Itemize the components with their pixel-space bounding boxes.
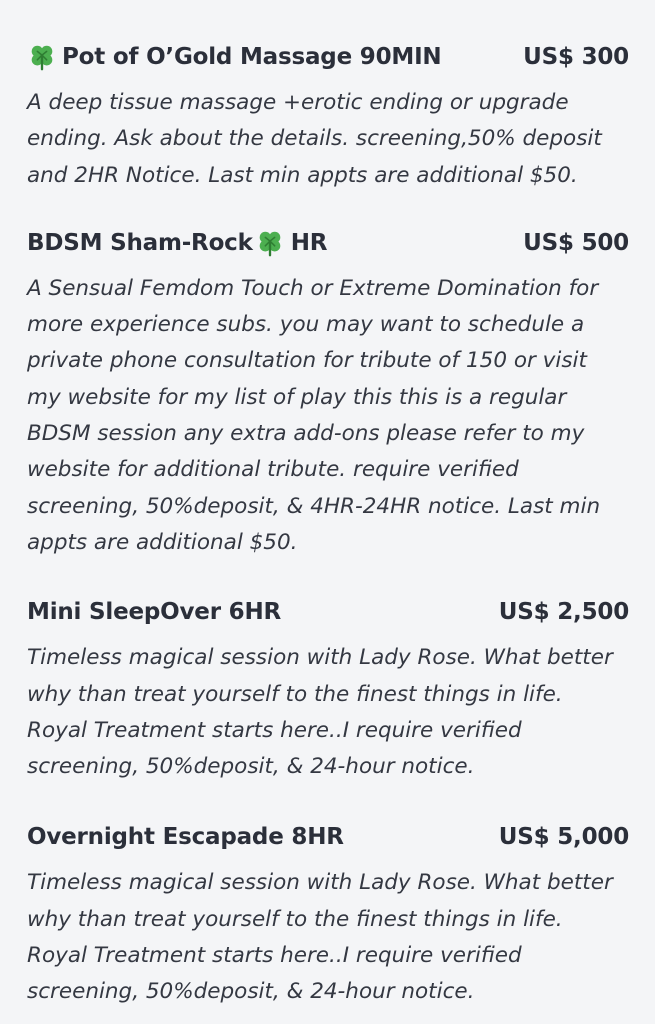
service-title: Overnight Escapade 8HR [27, 824, 344, 851]
service-list [27, 38, 629, 1011]
service-header [27, 224, 629, 262]
service-price: US$ 5,000 [498, 824, 629, 851]
service-description: Timeless magical session with Lady Rose. What better why than treat yourself to the finest things in life. Royal Treatment starts here..I require verified screening, 50%deposit, & 24-hour notice. [27, 645, 613, 780]
service-description: A Sensual Femdom Touch or Extreme Domination for more experience subs. you may want to schedule a private phone consultation for tribute of 150 or visit my website for my list of play this this is a regular BDSM session any extra add-ons please refer to my website for additional tribute. require verified screening, 50%deposit, & 4HR-24HR notice. Last min appts are additional $50. [27, 275, 601, 555]
service-header [27, 818, 629, 856]
service-title-group [27, 824, 344, 850]
service-title-group [27, 599, 281, 625]
shamrock-icon [255, 228, 285, 258]
service-title: BDSM Sham-Rock [27, 229, 253, 256]
service-price: US$ 500 [523, 229, 629, 256]
service-title-group [27, 228, 327, 258]
service-title: Mini SleepOver 6HR [27, 599, 282, 626]
service-title-group [27, 42, 441, 72]
screen-edge [655, 0, 665, 1024]
service-description: Timeless magical session with Lady Rose. What better why than treat yourself to the finest things in life. Royal Treatment starts here..I require verified screening, 50%deposit, & 24-hour notice. [27, 870, 613, 1005]
service-header [27, 38, 629, 76]
service-description: A deep tissue massage +erotic ending or upgrade ending. Ask about the details. screening,50% deposit and 2HR Notice. Last min appts are additional $50. [27, 90, 602, 188]
service-item-overnight-escapade [27, 818, 629, 1010]
service-price: US$ 2,500 [498, 599, 629, 626]
service-title-suffix: HR [290, 229, 328, 256]
service-header [27, 593, 629, 631]
service-item-bdsm-sham-rock [27, 224, 629, 561]
service-title: Pot of O’Gold Massage 90MIN [62, 44, 442, 70]
service-item-pot-of-ogold-massage [27, 38, 629, 194]
service-item-mini-sleepover [27, 593, 629, 785]
service-price: US$ 300 [523, 44, 629, 70]
shamrock-icon [27, 42, 57, 72]
